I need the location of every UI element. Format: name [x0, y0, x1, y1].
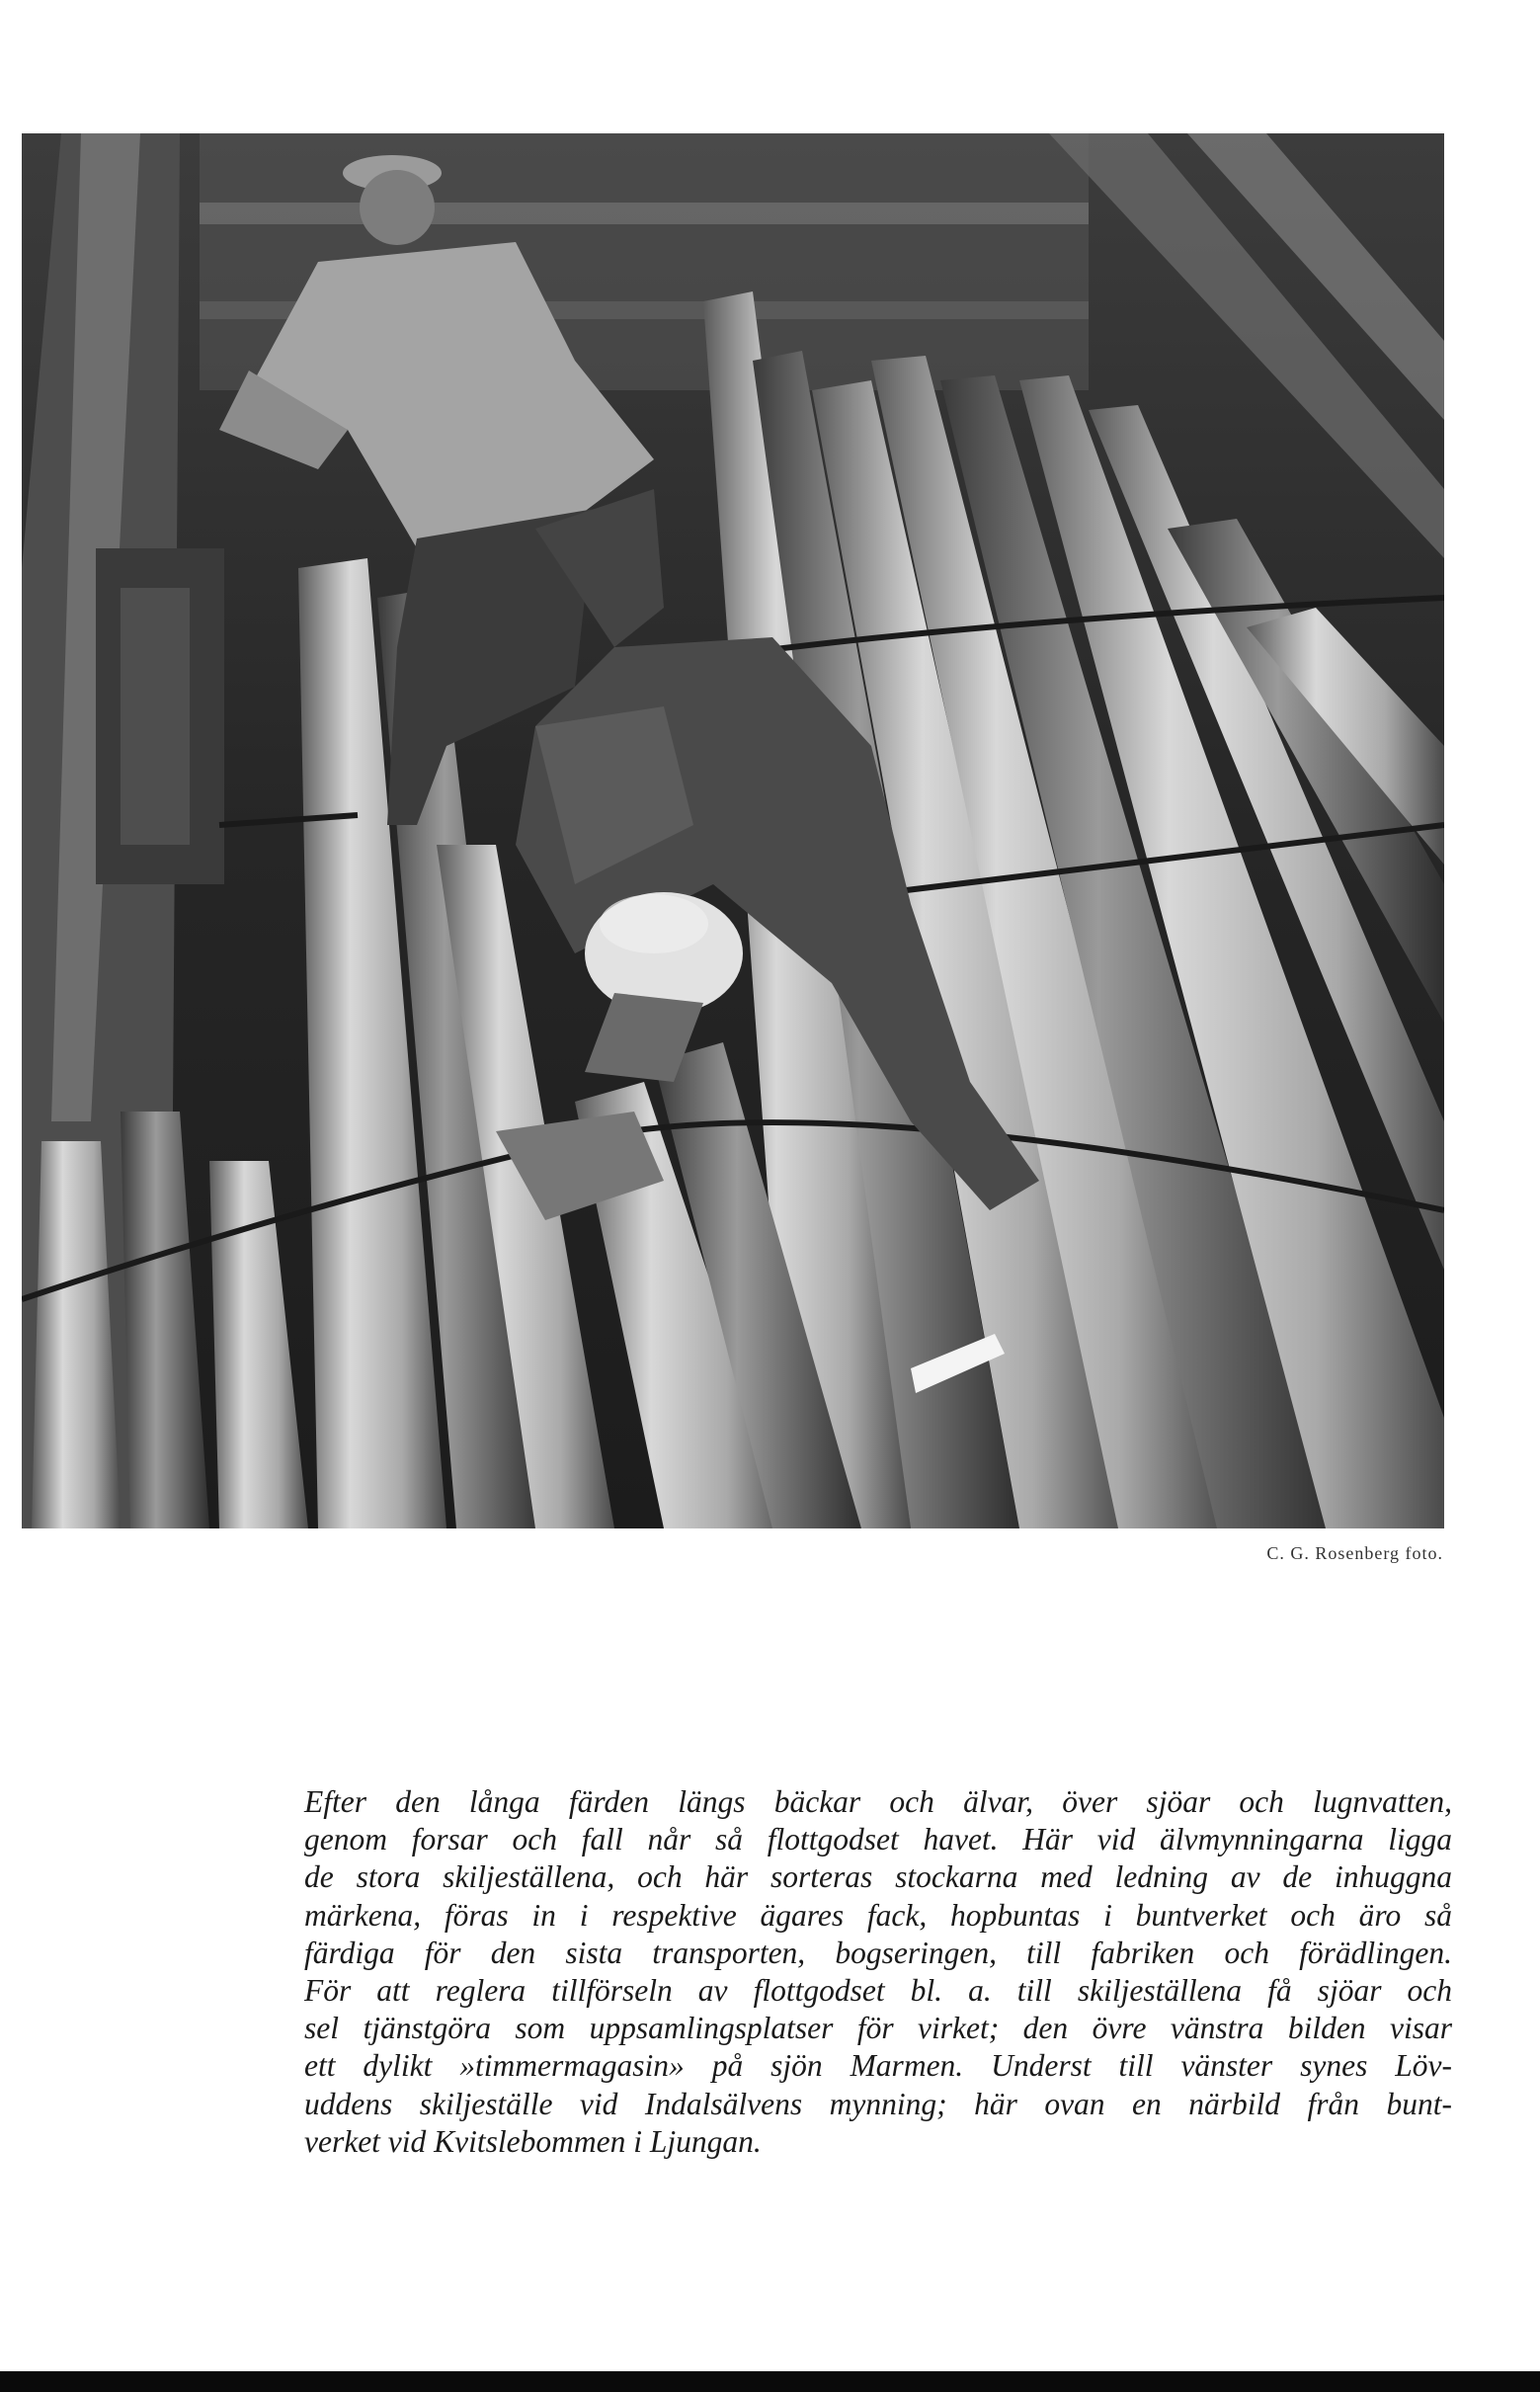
log-sorting-photo — [22, 133, 1444, 1528]
caption-line: genom forsar och fall når så flottgodset havet. Här vid älvmynningarna ligga — [304, 1822, 1452, 1857]
scan-edge — [0, 2371, 1540, 2392]
caption-line: Efter den långa färden längs bäckar och älvar, över sjöar och lugnvatten, — [304, 1784, 1452, 1819]
caption-line: verket vid Kvitslebommen i Ljungan. — [304, 2123, 762, 2159]
photo-caption — [304, 1783, 1452, 2161]
caption-line: ett dylikt »timmermagasin» på sjön Marmen. Underst till vänster synes Löv- — [304, 2048, 1452, 2084]
caption-line: sel tjänstgöra som uppsamlingsplatser för virket; den övre vänstra bilden visar — [304, 2011, 1452, 2046]
caption-line: färdiga för den sista transporten, bogseringen, till fabriken och förädlingen. — [304, 1935, 1452, 1970]
caption-line: uddens skiljeställe vid Indalsälvens mynning; här ovan en närbild från bunt- — [304, 2086, 1452, 2121]
caption-line: För att reglera tillförseln av flottgodset bl. a. till skiljeställena få sjöar och — [304, 1972, 1452, 2008]
caption-line: märkena, föras in i respektive ägares fack, hopbuntas i buntverket och äro så — [304, 1897, 1452, 1933]
photo-credit: C. G. Rosenberg foto. — [1266, 1543, 1443, 1563]
photo-illustration — [22, 133, 1444, 1528]
caption-line: de stora skiljeställena, och här sorteras stockarna med ledning av de inhuggna — [304, 1859, 1452, 1895]
